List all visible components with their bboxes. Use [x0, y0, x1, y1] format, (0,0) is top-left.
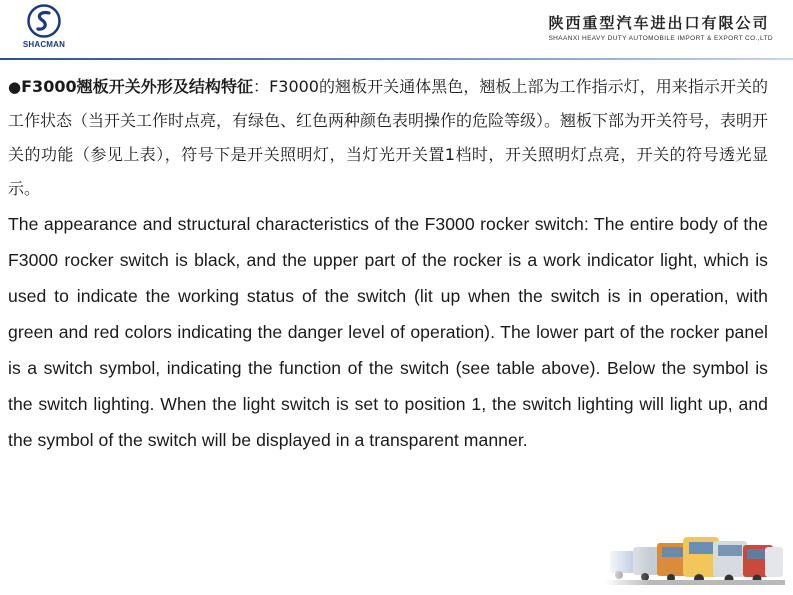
- chinese-lead-colon: ：: [253, 77, 270, 96]
- shacman-logo: [14, 4, 74, 52]
- logo-text: SHACMAN: [22, 40, 66, 49]
- slide-content: [8, 70, 768, 458]
- bullet-icon: ●: [8, 78, 22, 96]
- chinese-lead-title: F3000翘板开关外形及结构特征: [21, 77, 254, 96]
- company-name-cn: 陕西重型汽车进出口有限公司: [548, 14, 770, 32]
- slide-header: [0, 0, 793, 56]
- company-name: [548, 12, 773, 42]
- header-divider: [0, 58, 793, 60]
- company-name-en: SHAANXI HEAVY DUTY AUTOMOBILE IMPORT & EXPORT CO.,LTD: [548, 35, 773, 42]
- truck-fleet-image: [605, 533, 785, 585]
- english-paragraph: The appearance and structural characteristics of the F3000 rocker switch: The entire body of the F3000 rocker switch is black, and the upper part of the rocker is a work indicator light, which is used to indicate the working status of the switch (lit up when the switch is in operation, with green and red colors indicating the danger level of operation). The lower part of the rocker panel is a switch symbol, indicating the function of the switch (see table above). Below the symbol is the switch lighting. When the light switch is set to position 1, the switch lighting will light up, and the symbol of the switch will be displayed in a transparent manner.: [8, 214, 768, 450]
- chinese-paragraph: [8, 70, 768, 206]
- chinese-body-text: F3000的翘板开关通体黑色，翘板上部为工作指示灯，用来指示开关的工作状态（当开关工作时点亮，有绿色、红色两种颜色表明操作的危险等级）。翘板下部为开关符号，表明开关的功能（参见上表），符号下是开关照明灯，当灯光开关置1档时，开关照明灯点亮，开关的符号透光显示。: [8, 77, 769, 198]
- shacman-emblem-icon: [27, 4, 61, 38]
